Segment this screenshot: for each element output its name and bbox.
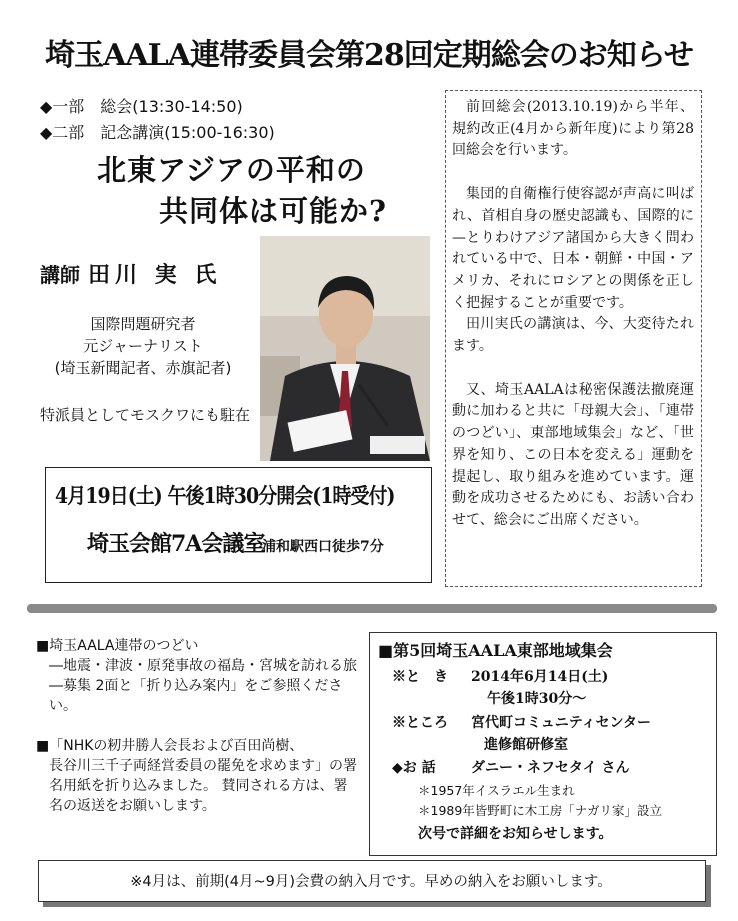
- event-date: 2014年6月14日(土): [471, 669, 609, 685]
- event-next-notice: 次号で詳細をお知らせします。: [418, 826, 613, 842]
- event-place: 宮代町コミュニティセンター: [471, 715, 652, 731]
- page-title: 埼玉AALA連帯委員会第28回定期総会のお知らせ: [45, 38, 693, 73]
- event-title: ■第5回埼玉AALA東部地域集会: [378, 641, 613, 660]
- speaker-role: 講師: [40, 263, 80, 287]
- event-time: 午後1時30分～: [487, 691, 587, 707]
- note-body: 長谷川三千子両経営委員の罷免を求めます」の署名用紙を折り込みました。 賛同される方は、署名の返送をお願いします。: [49, 758, 357, 814]
- fee-notice: ※4月は、前期(4月~9月)会費の納入月です。早めの納入をお願いします。: [130, 874, 612, 890]
- sidebar-text: [452, 97, 694, 532]
- profile-line: 元ジャーナリスト: [83, 337, 203, 355]
- part-two-label: ◆二部 記念講演(15:00-16:30): [40, 123, 275, 142]
- event-room: 進修館研修室: [484, 737, 568, 753]
- note-gathering: [36, 636, 361, 716]
- event-talk-label: ◆お 話: [392, 760, 436, 776]
- schedule-datetime: 4月19日(土) 午後1時30分開会(1時受付): [55, 483, 395, 508]
- note-body: ―地震・津波・原発事故の福島・宮城を訪れる旅―募集 2面と「折り込み案内」をご参照ください。: [49, 658, 357, 714]
- schedule-access: 浦和駅西口徒歩7分: [262, 539, 384, 555]
- note-petition: [36, 736, 361, 816]
- note-heading: ■「NHKの籾井勝人会長および百田尚樹、: [36, 738, 304, 754]
- lecture-title-line2: 共同体は可能か?: [159, 194, 387, 228]
- profile-line: (埼玉新聞記者、赤旗記者): [54, 359, 232, 377]
- event-bio-line: ＊1989年皆野町に木工房「ナガリ家」設立: [418, 803, 663, 818]
- schedule-venue: 埼玉会館7A会議室: [87, 531, 265, 557]
- sidebar-paragraph: 前回総会(2013.10.19)から半年、規約改正(4月から新年度)により第28回総会を行います。: [452, 99, 694, 159]
- event-time-label: ※と き: [392, 669, 448, 685]
- part-one-label: ◆一部 総会(13:30-14:50): [40, 97, 243, 116]
- profile-line: 国際問題研究者: [90, 315, 196, 333]
- section-divider: [27, 604, 717, 613]
- speaker-moscow-note: 特派員としてモスクワにも駐在: [40, 406, 251, 424]
- sidebar-paragraph: 集団的自衛権行使容認が声高に叫ばれ、首相自身の歴史認識も、国際的に—とりわけアジア諸国から大きく問われている中で、日本・朝鮮・中国・アメリカ、それにロシアとの関係を正しく把握することが重要です。: [452, 186, 694, 311]
- speaker-name: 田川 実 氏: [88, 263, 222, 288]
- speaker-heading: [40, 258, 221, 289]
- sidebar-paragraph: 田川実氏の講演は、今、大変待たれます。: [452, 316, 694, 355]
- event-bio-line: ＊1957年イスラエル生まれ: [418, 783, 575, 798]
- note-heading: ■埼玉AALA連帯のつどい: [36, 638, 199, 654]
- lecture-title-line1: 北東アジアの平和の: [97, 153, 366, 187]
- speaker-photo: [260, 236, 430, 461]
- sidebar-paragraph: 又、埼玉AALAは秘密保護法撤廃運動に加わると共に「母親大会」、「連帯のつどい」、東部地域集会」など、「世界を知り、この日本を変える」運動を提起し、取り組みを進めています。運動を成功させるためにも、お誘い合わせて、総会にご出席ください。: [452, 381, 694, 528]
- speaker-profile: [30, 313, 256, 379]
- event-talk-speaker: ダニー・ネフセタイ さん: [471, 760, 630, 776]
- event-place-label: ※ところ: [392, 715, 448, 731]
